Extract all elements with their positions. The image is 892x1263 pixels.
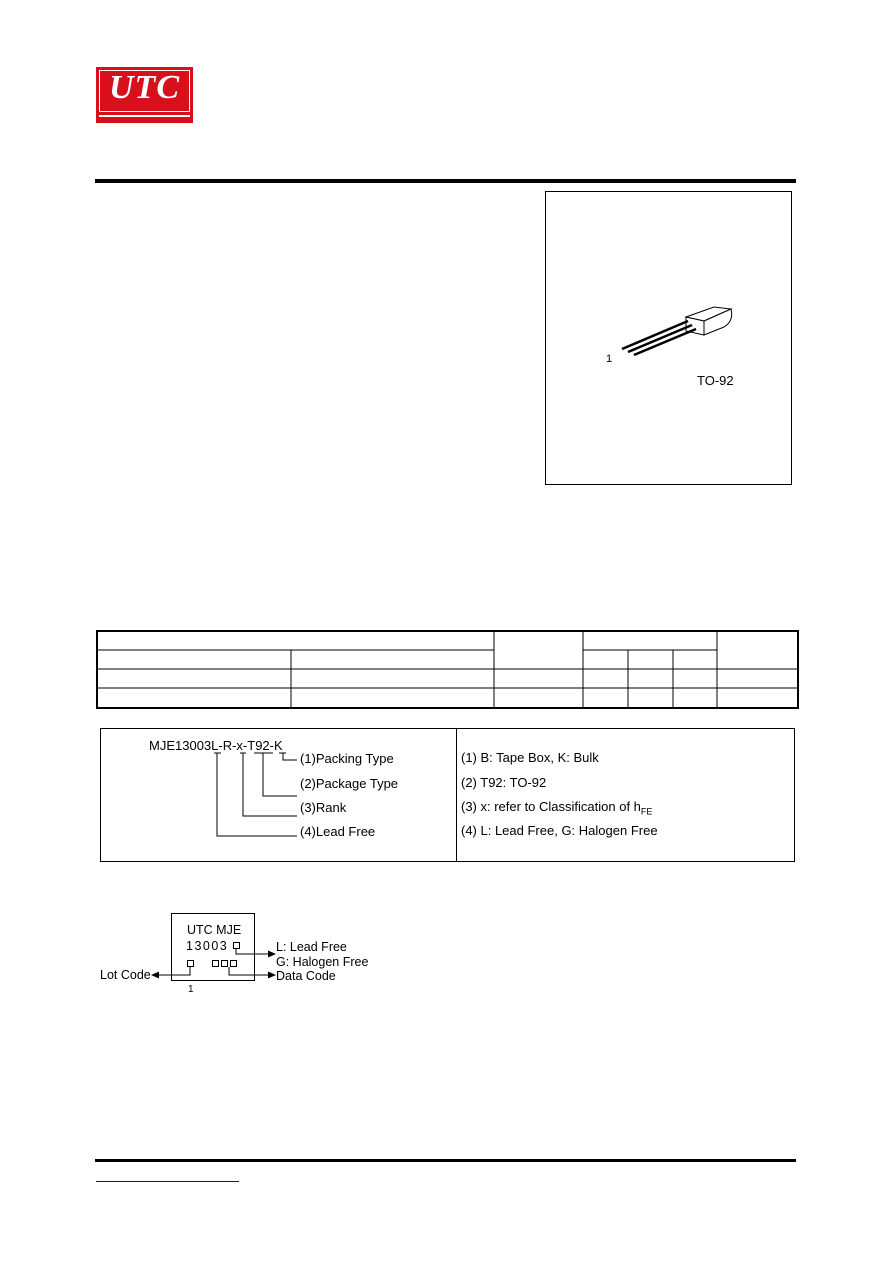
field-desc-lead-free: (4) L: Lead Free, G: Halogen Free bbox=[461, 823, 658, 838]
header-rule bbox=[95, 179, 796, 183]
field-desc-rank bbox=[461, 799, 652, 817]
decoder-bracket-lines bbox=[101, 729, 456, 861]
package-name: TO-92 bbox=[697, 373, 734, 388]
footer-link[interactable] bbox=[96, 1170, 239, 1182]
to92-package-drawing bbox=[616, 297, 736, 367]
package-pin-label: 1 bbox=[606, 353, 613, 365]
field-desc-rank-text: (3) x: refer to Classification of h bbox=[461, 799, 641, 814]
marking-arrows bbox=[150, 935, 280, 995]
halogen-free-label: G: Halogen Free bbox=[276, 955, 369, 969]
part-number: MJE13003L-R-x-T92-K bbox=[149, 738, 283, 753]
package-box bbox=[545, 191, 792, 485]
field-desc-packing-type: (1) B: Tape Box, K: Bulk bbox=[461, 750, 599, 765]
field-desc-package-type: (2) T92: TO-92 bbox=[461, 775, 547, 790]
field-label-lead-free: (4)Lead Free bbox=[300, 824, 376, 839]
lot-code-label: Lot Code bbox=[100, 968, 151, 982]
data-code-label: Data Code bbox=[276, 969, 336, 983]
part-number-decoder bbox=[100, 728, 795, 862]
hfe-subscript: FE bbox=[640, 806, 653, 817]
utc-logo bbox=[96, 67, 193, 123]
ordering-table-grid bbox=[96, 630, 799, 709]
marking-pin-label: 1 bbox=[188, 984, 194, 995]
field-label-rank: (3)Rank bbox=[300, 800, 347, 815]
decoder-divider bbox=[456, 729, 457, 861]
marking-line-2: 13003 bbox=[186, 939, 229, 953]
footer-rule bbox=[95, 1159, 796, 1162]
field-label-packing-type: (1)Packing Type bbox=[300, 751, 394, 766]
lead-free-label: L: Lead Free bbox=[276, 940, 347, 954]
ordering-table bbox=[96, 630, 799, 709]
marking-line-1: UTC MJE bbox=[187, 923, 242, 937]
field-label-package-type: (2)Package Type bbox=[300, 776, 399, 791]
logo-text: UTC bbox=[109, 69, 180, 106]
logo-underline bbox=[99, 115, 190, 117]
